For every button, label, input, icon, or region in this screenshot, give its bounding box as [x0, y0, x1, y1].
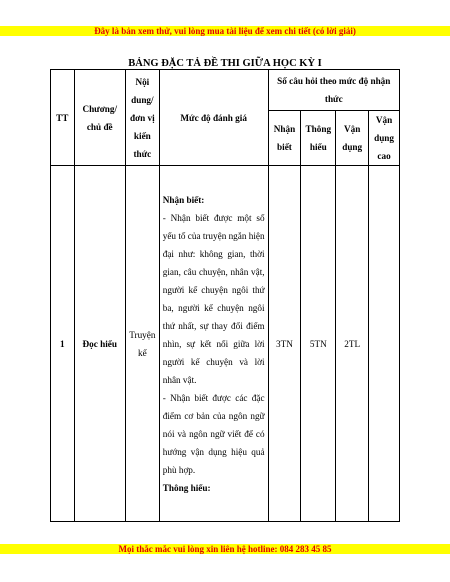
header-thonghieu: Thông hiểu — [301, 111, 336, 166]
header-socau: Số câu hỏi theo mức độ nhận thức — [268, 70, 399, 111]
header-tt: TT — [51, 70, 75, 166]
thonghieu-heading: Thông hiểu: — [162, 482, 211, 493]
row-vandung-count: 2TL — [336, 166, 369, 522]
nhanbiet-heading: Nhận biết: — [162, 194, 205, 205]
bottom-banner-text: Mọi thắc mắc vui lòng xin liên hệ hotline: 084 283 45 85 — [118, 544, 332, 554]
row-thonghieu-count: 5TN — [301, 166, 336, 522]
specification-table — [50, 69, 400, 522]
top-preview-banner — [0, 26, 450, 36]
document-title: BẢNG ĐẶC TẢ ĐỀ THI GIỮA HỌC KỲ I — [128, 58, 322, 69]
row-vandungcao-count — [369, 166, 400, 522]
row-chuong: Đọc hiểu — [74, 166, 125, 522]
header-chuong: Chương/ chủ đề — [74, 70, 125, 166]
header-vandungcao: Vận dụng cao — [369, 111, 400, 166]
row-mucdo — [159, 166, 268, 522]
top-banner-text: Đây là bản xem thử, vui lòng mua tài liệu để xem chi tiết (có lời giải) — [94, 26, 356, 36]
header-noidung: Nội dung/ đơn vị kiến thức — [125, 70, 159, 166]
row-noidung: Truyện kể — [125, 166, 159, 522]
header-row-1 — [51, 70, 400, 111]
row-tt: 1 — [51, 166, 75, 522]
table-row — [51, 166, 400, 522]
header-vandung: Vận dụng — [336, 111, 369, 166]
nhanbiet-item-1: - Nhận biết được một số yếu tố của truyện ngắn hiện đại như: không gian, thời gian, câu chuyện, nhân vật, người kể chuyện ngôi thứ ba, người kể chuyện ngôi thứ nhất, sự thay đổi điểm nhìn, sự kết nối giữa lời người kể chuyện và lời nhân vật. — [162, 212, 265, 385]
header-mucdo: Mức độ đánh giá — [159, 70, 268, 166]
header-nhanbiet: Nhận biết — [268, 111, 301, 166]
nhanbiet-item-2: - Nhận biết được các đặc điểm cơ bản của ngôn ngữ nói và ngôn ngữ viết để có hướng vận dụng hiệu quả phù hợp. — [162, 392, 265, 475]
row-nhanbiet-count: 3TN — [268, 166, 301, 522]
bottom-hotline-banner — [0, 544, 450, 554]
